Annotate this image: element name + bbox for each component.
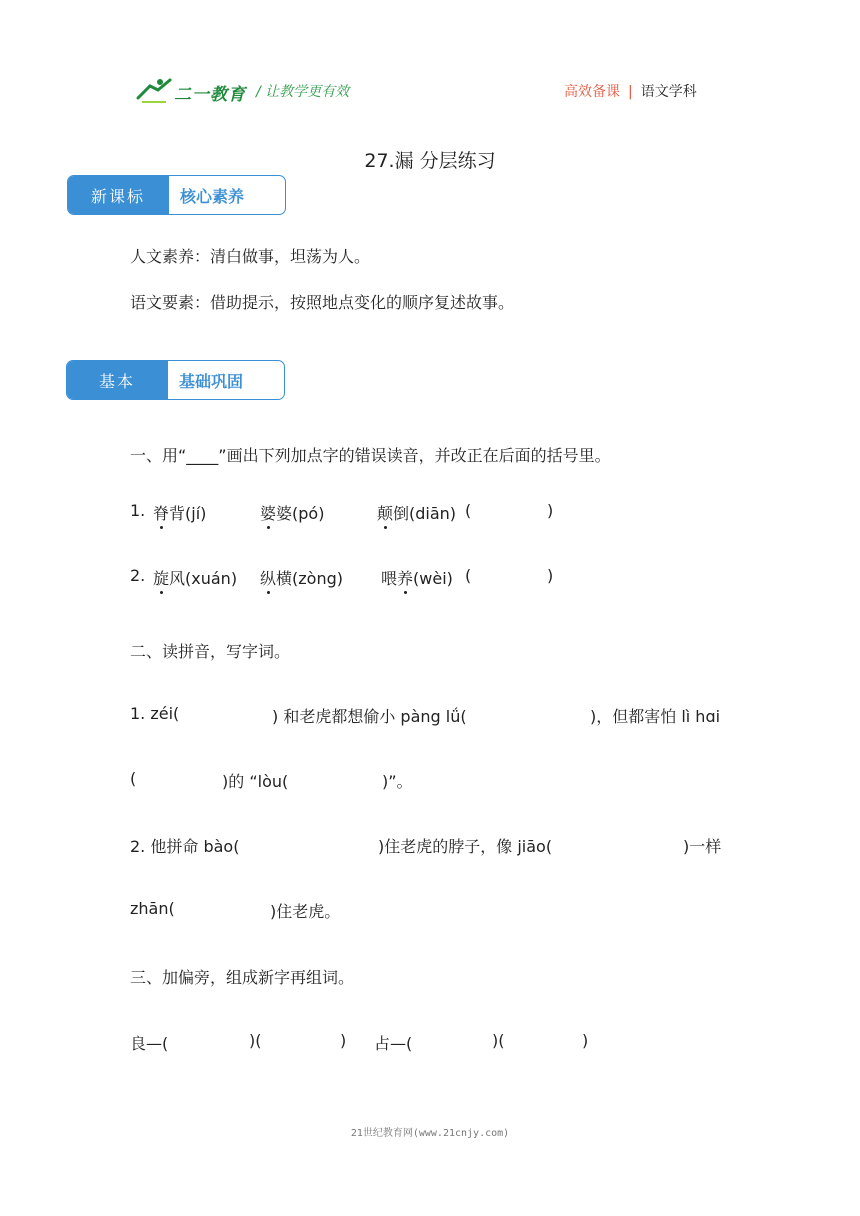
page-title: 27.漏 分层练习 xyxy=(364,150,496,172)
header-separator: | xyxy=(628,84,633,100)
q2-line4-a: zhān( xyxy=(130,899,175,918)
q1-row2-paren-close: ) xyxy=(547,566,554,585)
section-tag-left: 新课标 xyxy=(68,176,169,214)
language-line: 语文要素：借助提示，按照地点变化的顺序复述故事。 xyxy=(130,293,515,312)
brand-slogan: / 让教学更有效 xyxy=(256,84,350,100)
section-tag-right: 基础巩固 xyxy=(179,371,244,391)
q1-row1-item-c: 颠倒(diān) xyxy=(377,501,456,524)
q1-heading: 一、用“____”画出下列加点字的错误读音，并改正在后面的括号里。 xyxy=(130,446,611,465)
q3-item-e: )( xyxy=(492,1031,505,1050)
q2-line1-a: 1. zéi( xyxy=(130,704,180,723)
q1-row2-item-b: 纵横(zòng) xyxy=(260,566,343,589)
q2-line3-c: )一样 xyxy=(683,837,722,856)
q3-heading: 三、加偏旁，组成新字再组词。 xyxy=(130,968,355,987)
q3-item-b: )( xyxy=(249,1031,262,1050)
section-tag-left: 基本 xyxy=(67,361,168,399)
q3-item-c: ) xyxy=(340,1031,347,1050)
q3-item-a: 良—( xyxy=(130,1034,169,1053)
q1-row1-paren-open: ( xyxy=(465,501,472,520)
q1-row1-num: 1. xyxy=(130,501,146,520)
header-label-prep: 高效备课 xyxy=(564,84,620,100)
q3-item-d: 占—( xyxy=(374,1034,413,1053)
q2-line3-b: )住老虎的脖子，像 jiāo( xyxy=(378,837,553,856)
q1-row2-num: 2. xyxy=(130,566,146,585)
q2-line1-b: ) 和老虎都想偷小 pàng lǘ( xyxy=(272,707,467,726)
q2-line2-b: )的 “lòu( xyxy=(222,772,289,791)
q1-row1-item-b: 婆婆(pó) xyxy=(260,501,324,524)
q1-row2-item-a: 旋风(xuán) xyxy=(153,566,237,589)
section-tag-core xyxy=(67,175,286,215)
page-footer: 21世纪教育网(www.21cnjy.com) xyxy=(350,1128,510,1139)
q1-row2-paren-open: ( xyxy=(465,566,472,585)
literacy-line: 人文素养：清白做事，坦荡为人。 xyxy=(130,247,371,266)
section-tag-basic xyxy=(66,360,285,400)
q2-line1-c: )，但都害怕 lì hɑi xyxy=(590,707,721,726)
header-subject xyxy=(564,81,697,101)
q2-line3-a: 2. 他拼命 bào( xyxy=(130,837,240,856)
header-label-subject: 语文学科 xyxy=(640,84,697,100)
q2-line2-c: )”。 xyxy=(382,772,413,791)
q2-heading: 二、读拼音，写字词。 xyxy=(130,642,291,661)
q1-row2-item-c: 喂养(wèi) xyxy=(381,566,453,589)
q1-row1-paren-close: ) xyxy=(547,501,554,520)
q2-line2-a: ( xyxy=(130,769,137,788)
section-tag-right: 核心素养 xyxy=(180,186,245,206)
brand-name: 二一教育 xyxy=(174,85,246,105)
q2-line4-b: )住老虎。 xyxy=(270,902,341,921)
q1-row1-item-a: 脊背(jí) xyxy=(153,501,206,524)
q3-item-f: ) xyxy=(582,1031,589,1050)
